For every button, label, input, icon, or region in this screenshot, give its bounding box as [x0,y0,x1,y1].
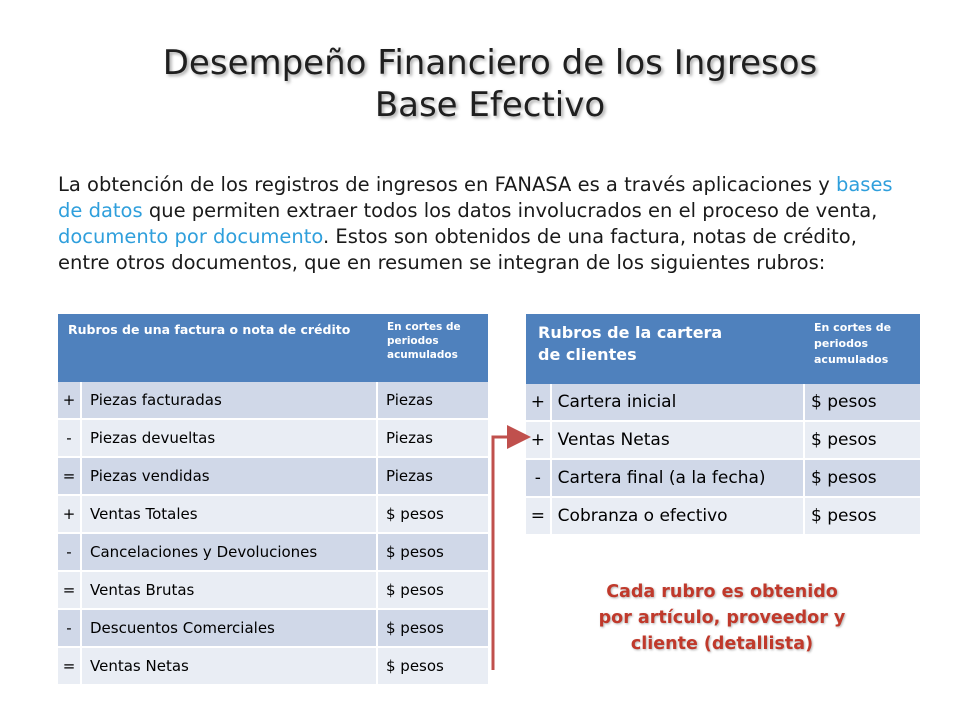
row-label: Cancelaciones y Devoluciones [81,533,377,571]
row-sign: = [526,497,551,535]
row-unit: $ pesos [804,459,920,497]
paragraph-highlight-databases: bases de datos [58,173,893,222]
row-unit: $ pesos [377,571,488,609]
row-sign: + [58,382,81,419]
row-sign: - [58,533,81,571]
header-title-line-1: Rubros de la cartera [538,323,723,342]
paragraph-text-1: La obtención de los registros de ingresos en FANASA es a través aplicaciones y [58,173,836,196]
row-unit: $ pesos [804,421,920,459]
row-sign: + [526,384,551,421]
paragraph-text-3: . Estos son obtenidos de una factura, notas de crédito, entre otros documentos, que en resumen se integran de los siguientes rubros: [58,225,857,274]
row-sign: - [526,459,551,497]
row-unit: $ pesos [377,533,488,571]
row-label: Piezas vendidas [81,457,377,495]
row-unit: $ pesos [377,647,488,685]
row-unit: Piezas [377,382,488,419]
row-label: Piezas facturadas [81,382,377,419]
row-label: Ventas Totales [81,495,377,533]
row-sign: - [58,609,81,647]
row-unit: $ pesos [804,384,920,421]
row-label: Ventas Netas [551,421,804,459]
table-header-period: En cortes de periodos acumulados [804,314,920,384]
row-label: Ventas Brutas [81,571,377,609]
row-label: Ventas Netas [81,647,377,685]
row-label: Cobranza o efectivo [551,497,804,535]
note-line-1: Cada rubro es obtenido [606,582,838,602]
row-sign: + [58,495,81,533]
row-unit: $ pesos [377,495,488,533]
paragraph-text-2: que permiten extraer todos los datos involucrados en el proceso de venta, [142,199,878,222]
paragraph-highlight-document: documento por documento [58,225,324,248]
row-label: Piezas devueltas [81,419,377,457]
row-sign: = [58,647,81,685]
row-unit: $ pesos [804,497,920,535]
row-sign: + [526,421,551,459]
row-label: Descuentos Comerciales [81,609,377,647]
title-line-1: Desempeño Financiero de los Ingresos [162,43,818,83]
table-header-title: Rubros de una factura o nota de crédito [58,314,377,382]
detail-note [560,579,884,657]
header-title-line-2: de clientes [538,345,637,364]
note-line-2: por artículo, proveedor y [598,608,846,628]
row-sign: = [58,457,81,495]
note-line-3: cliente (detallista) [630,634,814,654]
row-sign: - [58,419,81,457]
row-unit: $ pesos [377,609,488,647]
row-sign: = [58,571,81,609]
row-unit: Piezas [377,457,488,495]
title-line-2: Base Efectivo [374,85,606,125]
arrow-line [493,437,522,670]
row-label: Cartera inicial [551,384,804,421]
row-unit: Piezas [377,419,488,457]
row-label: Cartera final (a la fecha) [551,459,804,497]
table-header-period: En cortes de periodos acumulados [377,314,488,382]
